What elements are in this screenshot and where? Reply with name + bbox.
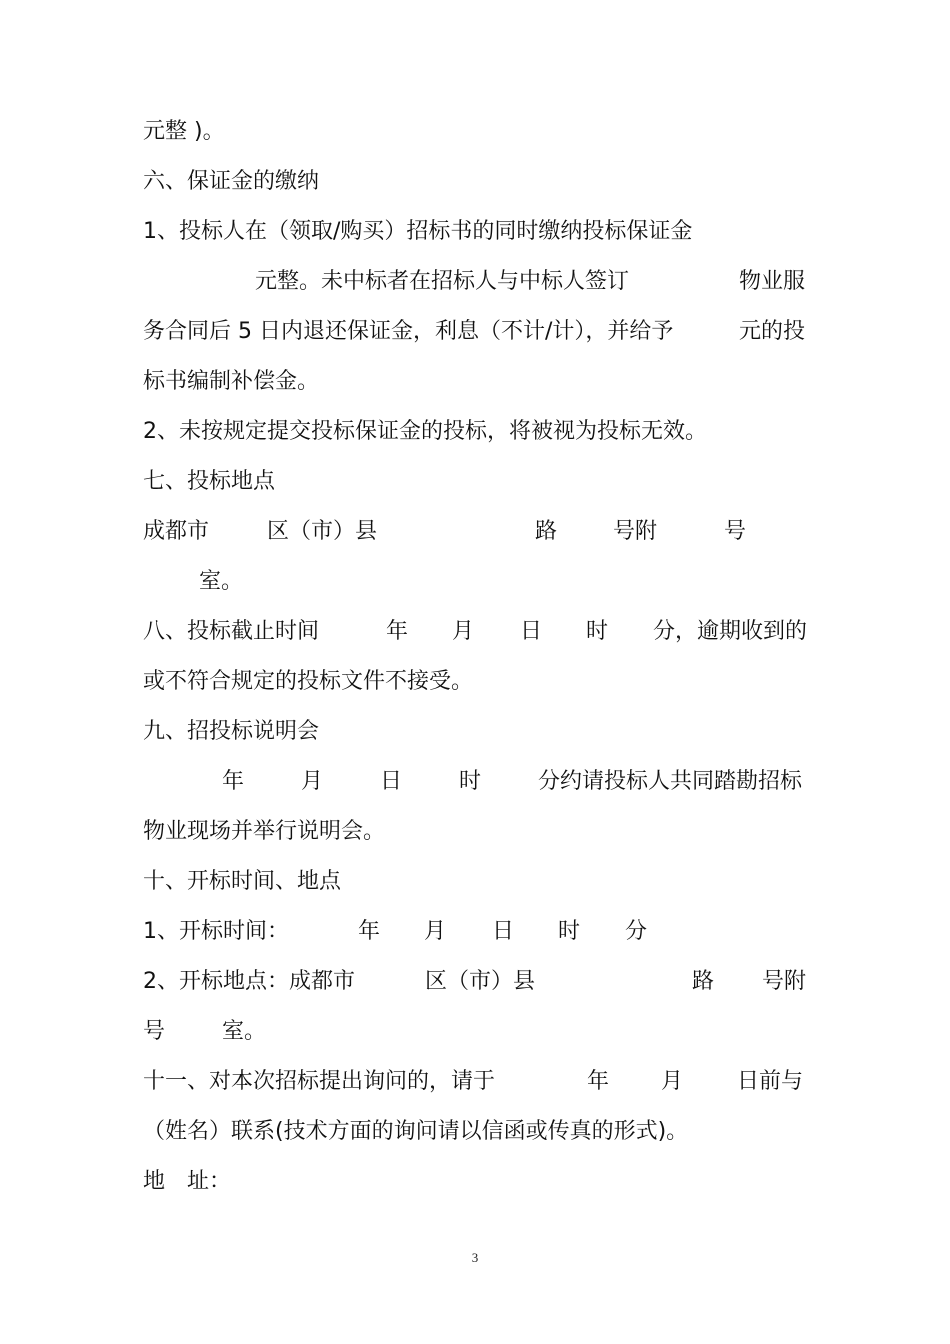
text-line bbox=[0, 1017, 267, 1047]
text: 九、招投标说明会 bbox=[143, 719, 320, 744]
page-number: 3 bbox=[471, 1250, 479, 1265]
text: 元的投 bbox=[739, 319, 806, 344]
text: 元整 )。 bbox=[143, 119, 225, 144]
text: 十一、对本次招标提出询问的，请于 bbox=[143, 1069, 496, 1094]
text: 时 bbox=[459, 769, 482, 794]
text: 号附 bbox=[613, 519, 658, 544]
section-heading bbox=[0, 617, 808, 647]
text-line bbox=[0, 317, 806, 347]
text: 分，逾期收到的 bbox=[653, 619, 808, 644]
text: 年 bbox=[386, 619, 409, 644]
text: 务合同后 5 日内退还保证金，利息（不计/计），并给予 bbox=[143, 319, 674, 344]
text: 路 bbox=[692, 969, 715, 994]
text: 1、投标人在（领取/购买）招标书的同时缴纳投标保证金 bbox=[143, 219, 693, 244]
text: 地 址： bbox=[143, 1169, 232, 1194]
text-line bbox=[0, 917, 648, 947]
text: 八、投标截止时间 bbox=[143, 619, 320, 644]
text: 年 bbox=[358, 919, 381, 944]
text: 号 bbox=[724, 519, 747, 544]
text: 标书编制补偿金。 bbox=[143, 369, 320, 394]
text: （姓名）联系(技术方面的询问请以信函或传真的形式)。 bbox=[143, 1119, 689, 1144]
text: 月 bbox=[424, 919, 447, 944]
text: 时 bbox=[558, 919, 581, 944]
text: 物业服 bbox=[739, 269, 806, 294]
text: 六、保证金的缴纳 bbox=[143, 169, 320, 194]
text: 十、开标时间、地点 bbox=[143, 869, 342, 894]
text: 1、开标时间： bbox=[143, 919, 289, 944]
text: 日 bbox=[520, 619, 543, 644]
text: 区（市）县 bbox=[425, 969, 536, 994]
text: 或不符合规定的投标文件不接受。 bbox=[143, 669, 474, 694]
text: 日 bbox=[492, 919, 515, 944]
text: 路 bbox=[535, 519, 558, 544]
text: 月 bbox=[301, 769, 324, 794]
text: 号 bbox=[143, 1019, 166, 1044]
text: 日 bbox=[380, 769, 403, 794]
text: 号附 bbox=[762, 969, 807, 994]
text: 分 bbox=[625, 919, 648, 944]
text-line bbox=[0, 517, 747, 547]
text: 成都市 bbox=[143, 519, 210, 544]
text: 2、未按规定提交投标保证金的投标，将被视为投标无效。 bbox=[143, 419, 707, 444]
text: 七、投标地点 bbox=[143, 469, 276, 494]
text: 物业现场并举行说明会。 bbox=[143, 819, 386, 844]
text: 室。 bbox=[222, 1019, 267, 1044]
text: 2、开标地点：成都市 bbox=[143, 969, 355, 994]
text: 元整。未中标者在招标人与中标人签订 bbox=[255, 269, 630, 294]
text: 室。 bbox=[199, 569, 244, 594]
text: 月 bbox=[452, 619, 475, 644]
text: 日前与 bbox=[737, 1069, 804, 1094]
text: 月 bbox=[661, 1069, 684, 1094]
text-line bbox=[0, 267, 806, 297]
section-heading bbox=[0, 1067, 804, 1097]
text-line bbox=[0, 967, 807, 997]
text: 区（市）县 bbox=[267, 519, 378, 544]
text-line bbox=[0, 767, 803, 797]
text: 分约请投标人共同踏勘招标 bbox=[538, 769, 803, 794]
text: 时 bbox=[586, 619, 609, 644]
text: 年 bbox=[587, 1069, 610, 1094]
text: 年 bbox=[222, 769, 245, 794]
